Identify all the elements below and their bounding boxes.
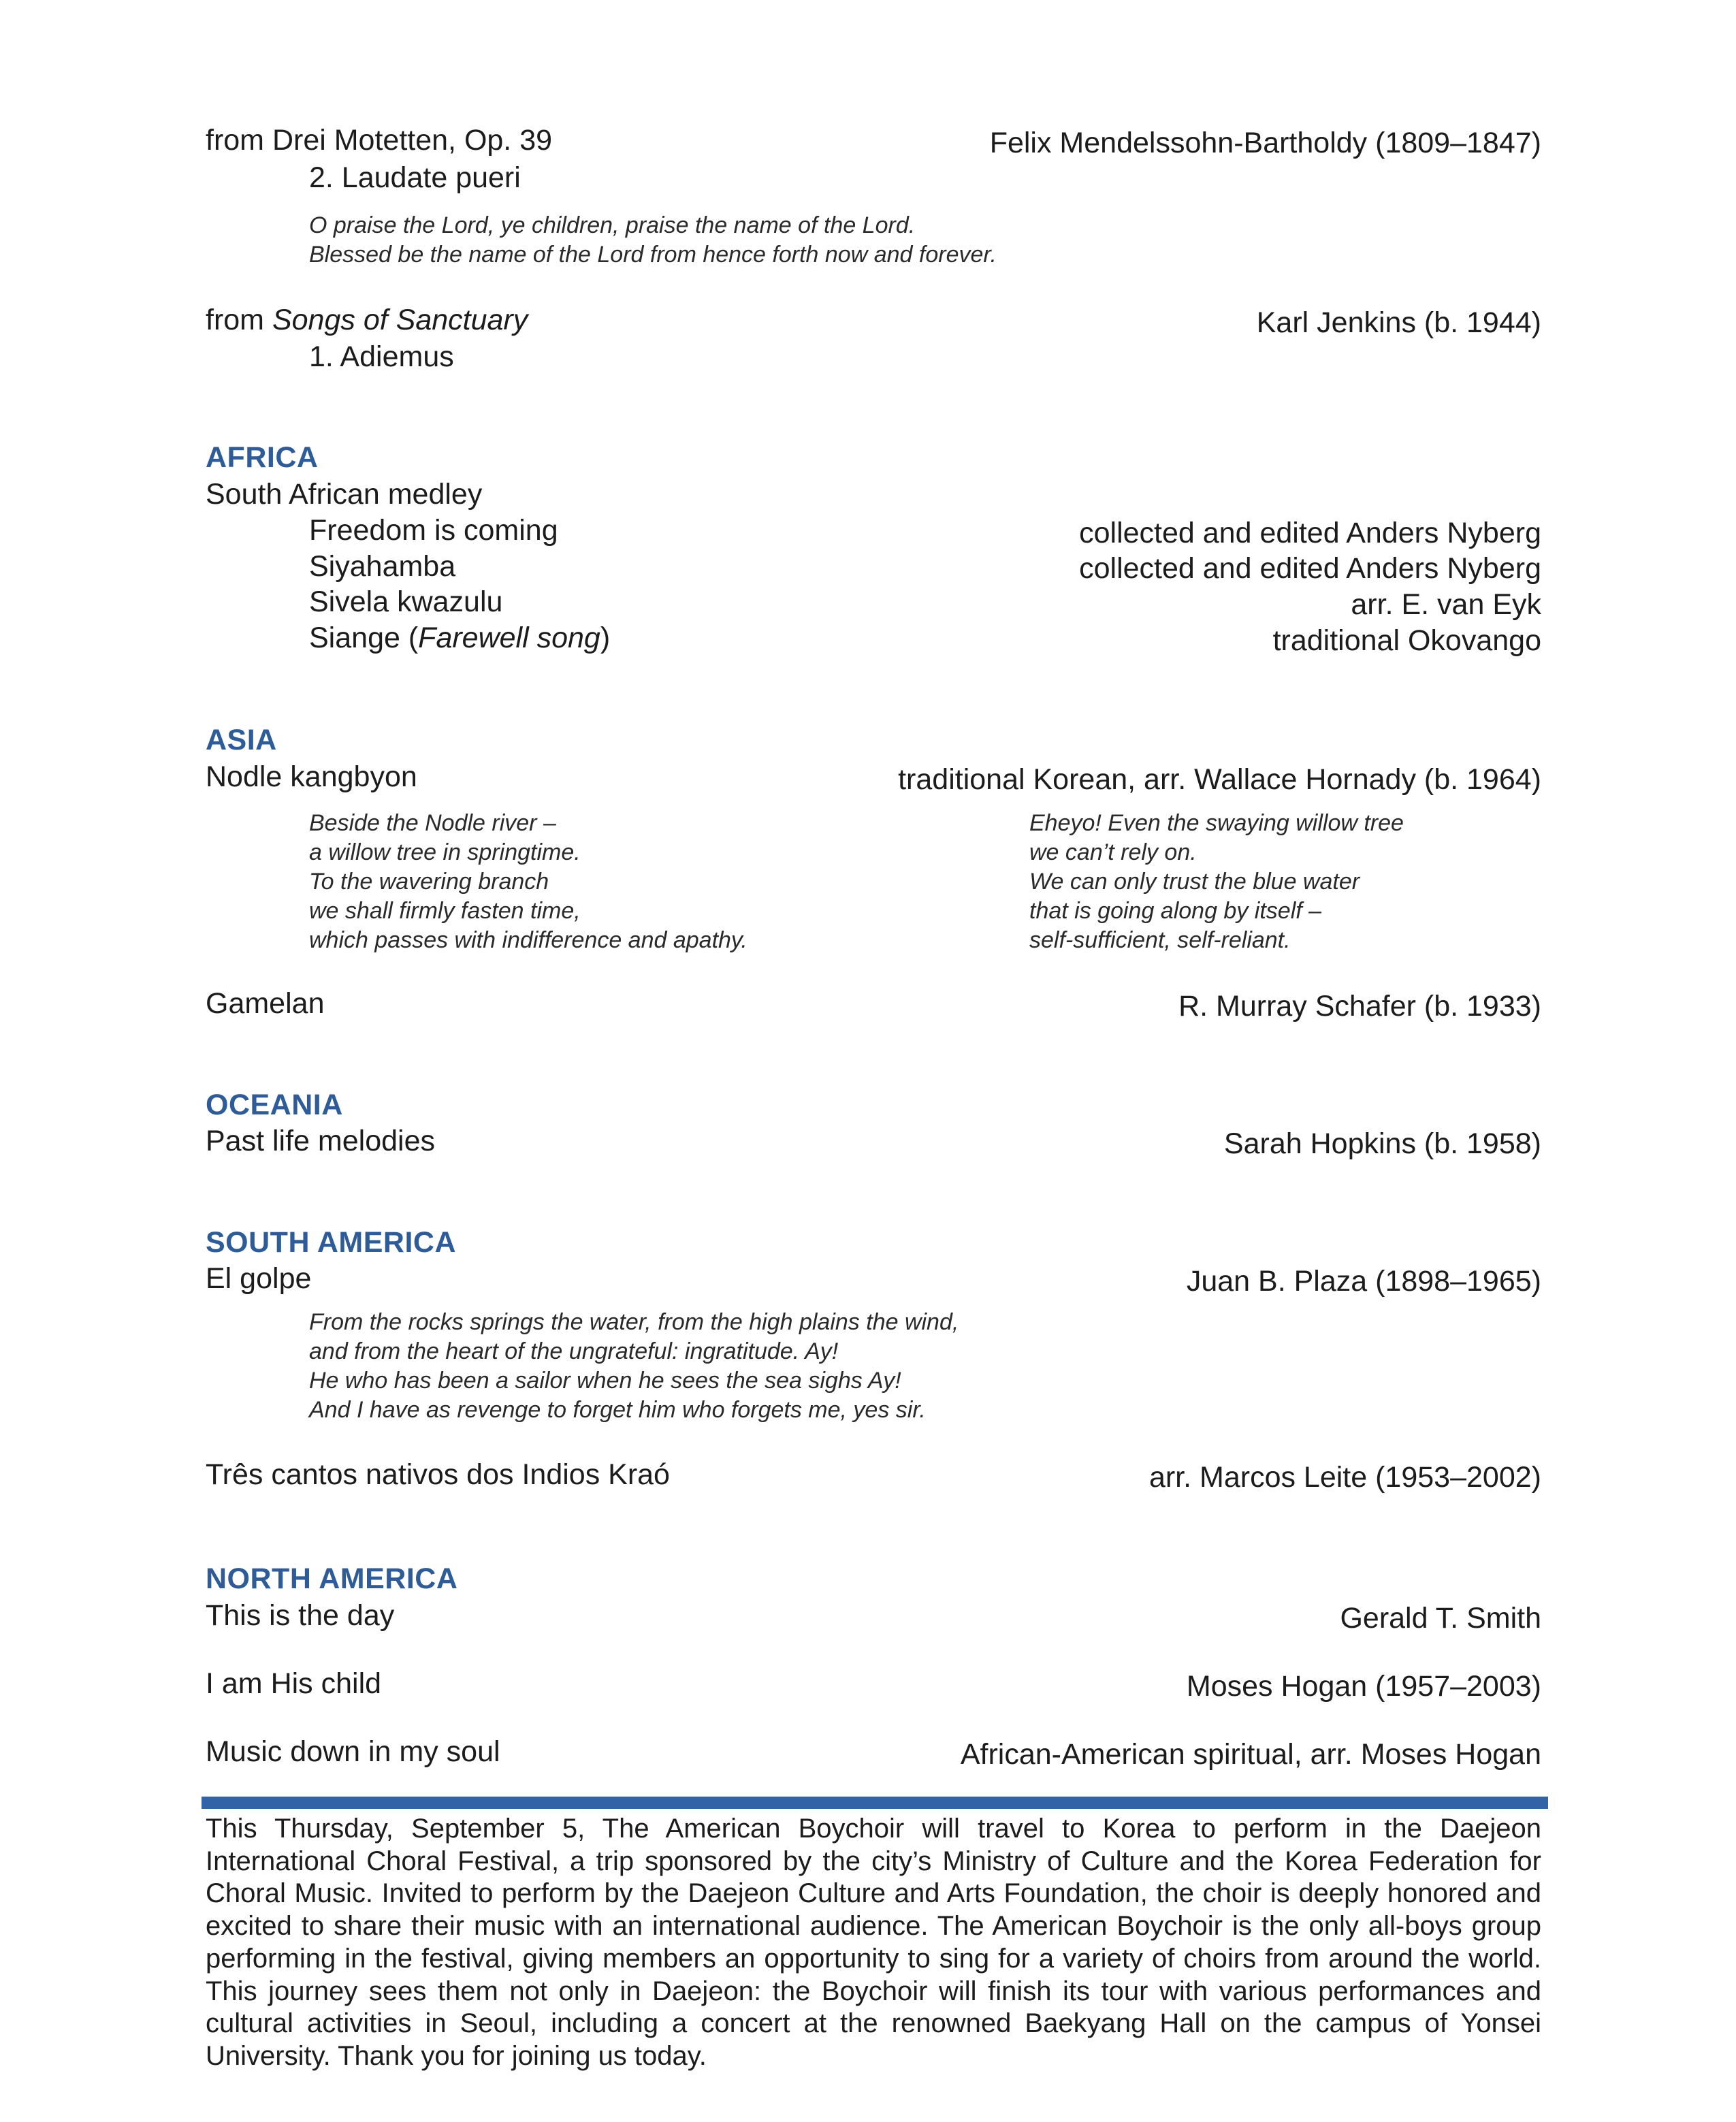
lyric-line: we can’t rely on. [1029, 839, 1197, 865]
north-america-title: This is the day [206, 1599, 395, 1632]
lyric-line: And I have as revenge to forget him who forgets me, yes sir. [309, 1397, 926, 1423]
lyric-line: Beside the Nodle river – [309, 810, 556, 836]
africa-item-credit: arr. E. van Eyk [1351, 588, 1541, 621]
lyric-line: self-sufficient, self-reliant. [1029, 927, 1291, 953]
translation-line: O praise the Lord, ye children, praise the name of the Lord. [309, 212, 916, 238]
heading-south-america: SOUTH AMERICA [206, 1226, 457, 1259]
mendelssohn-collection: from Drei Motetten, Op. 39 [206, 124, 553, 157]
lyric-line: which passes with indifference and apathy. [309, 927, 748, 953]
lyric-line: To the wavering branch [309, 869, 549, 895]
nodle-lyrics-right [1029, 809, 1404, 955]
africa-item-title: Siyahamba [309, 550, 456, 583]
heading-asia: ASIA [206, 724, 277, 756]
africa-item-credit: traditional Okovango [1272, 624, 1541, 657]
oceania-composer: Sarah Hopkins (b. 1958) [1223, 1127, 1541, 1160]
jenkins-composer: Karl Jenkins (b. 1944) [1256, 306, 1541, 339]
mendelssohn-composer: Felix Mendelssohn-Bartholdy (1809–1847) [989, 127, 1541, 159]
lyric-line: we shall firmly fasten time, [309, 898, 581, 924]
jenkins-collection-prefix: from [206, 304, 272, 336]
translation-line: Blessed be the name of the Lord from hence forth now and forever. [309, 242, 997, 268]
africa-item-title: Freedom is coming [309, 514, 558, 547]
title-italic: Farewell song [418, 622, 600, 654]
cantos-composer: arr. Marcos Leite (1953–2002) [1148, 1461, 1541, 1494]
oceania-title: Past life melodies [206, 1125, 435, 1157]
africa-medley-title: South African medley [206, 478, 483, 511]
gamelan-composer: R. Murray Schafer (b. 1933) [1178, 990, 1541, 1023]
lyric-line: that is going along by itself – [1029, 898, 1322, 924]
lyric-line: From the rocks springs the water, from the high plains the wind, [309, 1309, 959, 1335]
jenkins-collection [206, 302, 528, 338]
golpe-composer: Juan B. Plaza (1898–1965) [1186, 1265, 1541, 1298]
nodle-title: Nodle kangbyon [206, 760, 417, 793]
lyric-line: We can only trust the blue water [1029, 869, 1360, 895]
heading-oceania: OCEANIA [206, 1089, 343, 1121]
heading-africa: AFRICA [206, 441, 319, 474]
lyric-line: a willow tree in springtime. [309, 839, 581, 865]
north-america-composer: Gerald T. Smith [1340, 1602, 1541, 1635]
north-america-title: I am His child [206, 1667, 382, 1700]
title-prefix: Siange ( [309, 622, 419, 654]
tour-announcement: This Thursday, September 5, The American Boychoir will travel to Korea to perform in the Daejeon International Choral Festival, a trip sponsored by the city’s Ministry of Culture and the Korea Federation for Choral Music. Invited to perform by the Daejeon Culture and Arts Foundation, the choir is deeply honored and excited to share their music with an international audience. The American Boychoir is the only all-boys group performing in the festival, giving members an opportunity to sing for a variety of choirs from around the world. This journey sees them not only in Daejeon: the Boychoir will finish its tour with various performances and cultural activities in Seoul, including a concert at the renowned Baekyang Hall on the campus of Yonsei University. Thank you for joining us today. [206, 1814, 1541, 2071]
north-america-composer: Moses Hogan (1957–2003) [1186, 1670, 1541, 1703]
lyric-line: and from the heart of the ungrateful: ingratitude. Ay! [309, 1338, 839, 1364]
golpe-title: El golpe [206, 1262, 312, 1295]
africa-item-title: Sivela kwazulu [309, 585, 503, 618]
mendelssohn-translation [309, 211, 997, 270]
mendelssohn-piece: 2. Laudate pueri [309, 161, 521, 194]
heading-north-america: NORTH AMERICA [206, 1562, 458, 1595]
lyric-line: Eheyo! Even the swaying willow tree [1029, 810, 1404, 836]
north-america-title: Music down in my soul [206, 1735, 500, 1768]
title-suffix: ) [600, 622, 611, 654]
divider-rule [202, 1797, 1548, 1809]
north-america-composer: African-American spiritual, arr. Moses Hogan [960, 1738, 1541, 1771]
nodle-lyrics-left [309, 809, 748, 955]
lyric-line: He who has been a sailor when he sees the sea sighs Ay! [309, 1368, 901, 1394]
africa-item-title [309, 620, 610, 656]
golpe-lyrics [309, 1308, 959, 1425]
gamelan-title: Gamelan [206, 987, 325, 1020]
nodle-composer: traditional Korean, arr. Wallace Hornady (b. 1964) [898, 763, 1541, 796]
africa-item-credit: collected and edited Anders Nyberg [1079, 517, 1541, 549]
africa-item-credit: collected and edited Anders Nyberg [1079, 552, 1541, 585]
cantos-title: Três cantos nativos dos Indios Kraó [206, 1458, 670, 1491]
jenkins-piece: 1. Adiemus [309, 340, 454, 373]
jenkins-collection-title: Songs of Sanctuary [272, 304, 528, 336]
